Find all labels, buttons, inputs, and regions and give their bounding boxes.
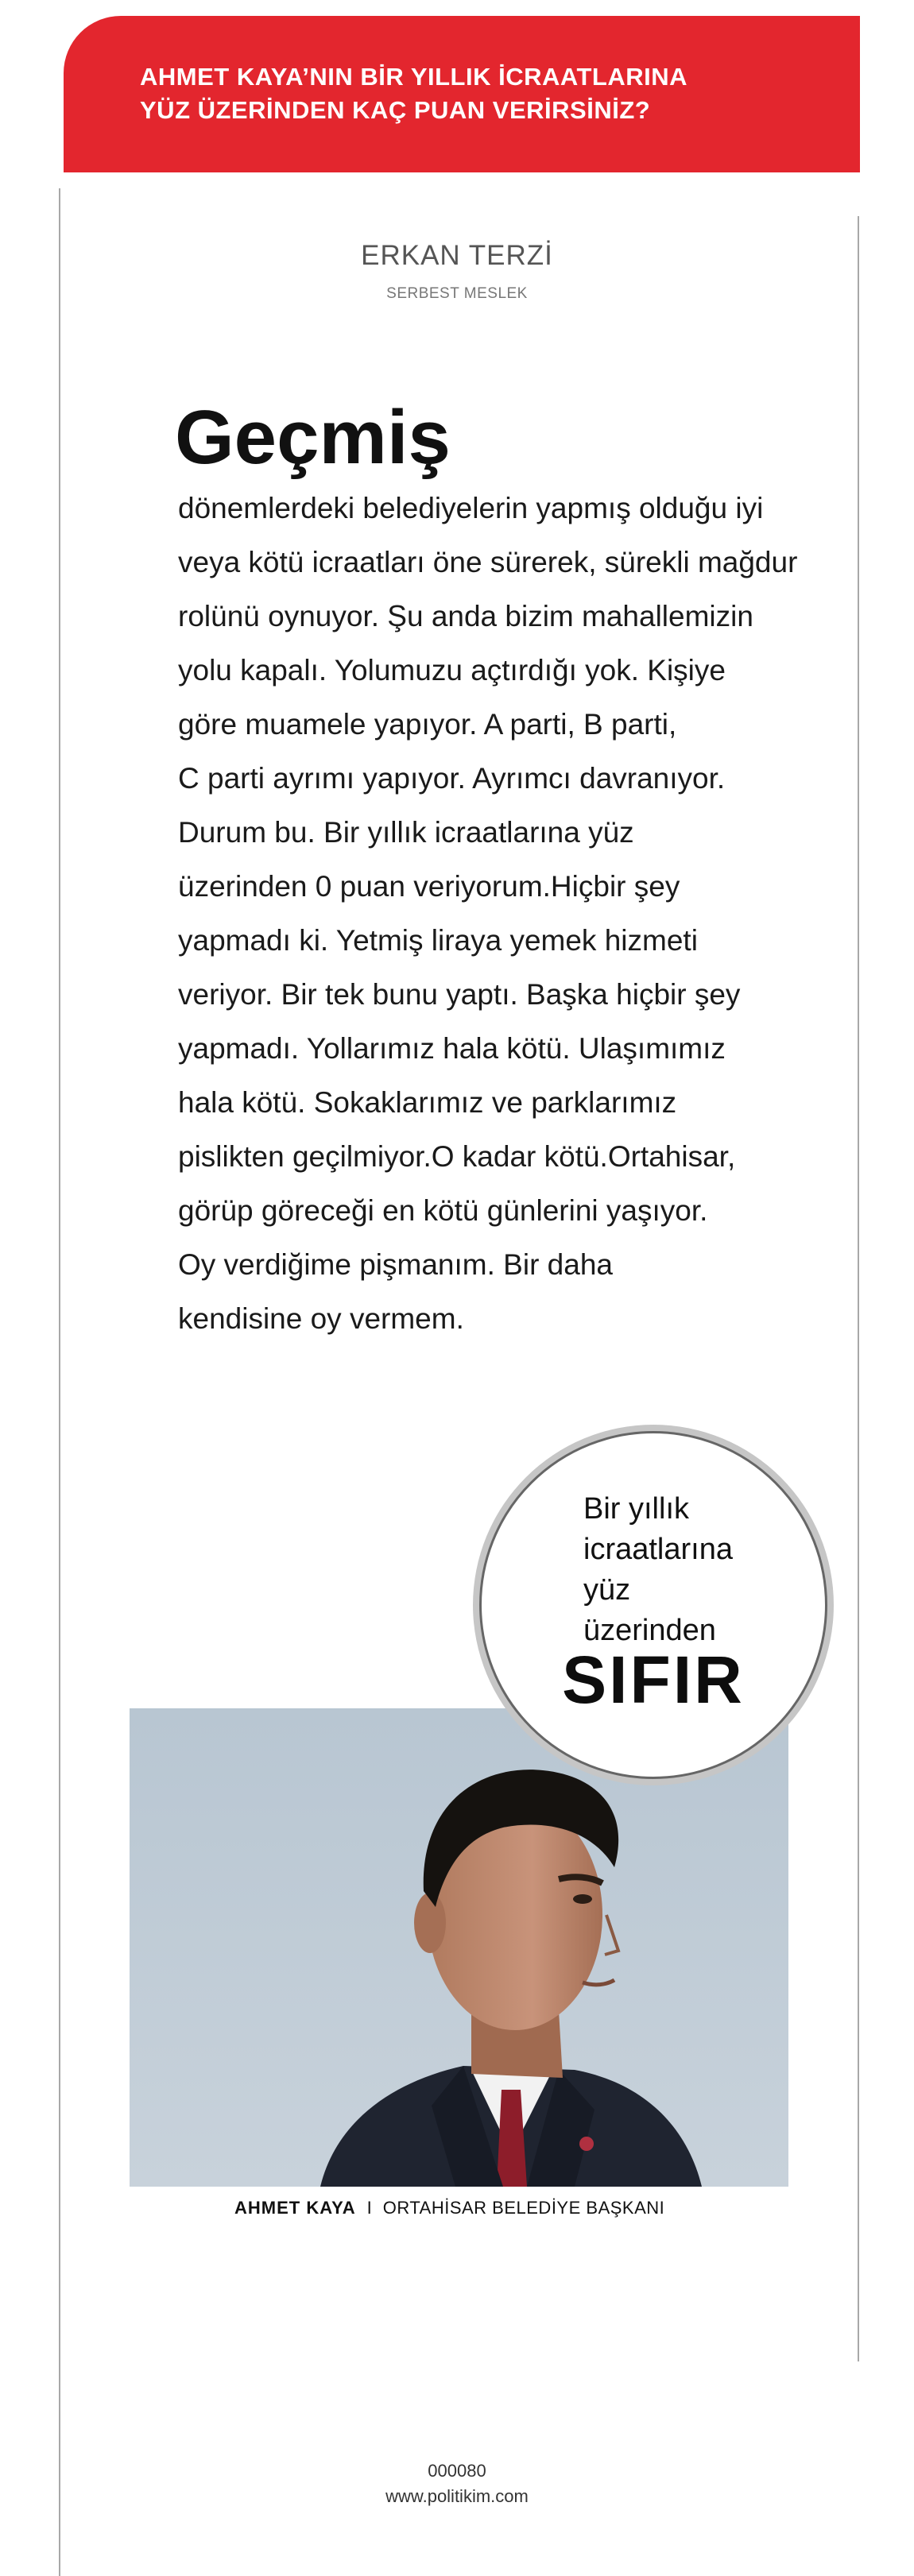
header-banner bbox=[64, 16, 860, 172]
portrait-photo bbox=[130, 1708, 788, 2187]
right-margin-rule bbox=[858, 216, 859, 2361]
article-body: dönemlerdeki belediyelerin yapmış olduğu iyi veya kötü icraatları öne sürerek, sürekli mağdur rolünü oynuyor. Şu anda bizim mahallemizin yolu kapalı. Yolumuzu açtırdığı yok. Kişiye göre muamele yapıyor. A parti, B parti, C parti ayrımı yapıyor. Ayrımcı davranıyor. Durum bu. Bir yıllık icraatlarına yüz üzerinden 0 puan veriyorum.Hiçbir şey yapmadı ki. Yetmiş liraya yemek hizmeti veriyor. Bir tek bunu yaptı. Başka hiçbir şey yapmadı. Yollarımız hala kötü. Ulaşımımız hala kötü. Sokaklarımız ve parklarımız pislikten geçilmiyor.O kadar kötü.Ortahisar, görüp göreceği en kötü günlerini yaşıyor. Oy verdiğime pişmanım. Bir daha kendisine oy vermem. bbox=[178, 492, 798, 1335]
page-number: 000080 bbox=[428, 2461, 486, 2481]
left-margin-rule bbox=[59, 188, 60, 2576]
photo-caption bbox=[234, 2198, 664, 2218]
header-question-line-1: AHMET KAYA’NIN BİR YILLIK İCRAATLARINA bbox=[140, 63, 687, 91]
article-lead-word: Geçmiş bbox=[175, 395, 451, 480]
footer-website: www.politikim.com bbox=[385, 2486, 529, 2506]
callout-text: Bir yıllık icraatlarına yüz üzerinden bbox=[583, 1492, 733, 1647]
header-question-line-2: YÜZ ÜZERİNDEN KAÇ PUAN VERİRSİNİZ? bbox=[140, 96, 651, 124]
score-callout bbox=[479, 1431, 827, 1779]
caption-separator: I bbox=[366, 2198, 372, 2218]
author-role: SERBEST MESLEK bbox=[386, 285, 528, 302]
caption-name: AHMET KAYA bbox=[234, 2198, 356, 2218]
callout-score: SIFIR bbox=[562, 1642, 745, 1717]
portrait-illustration bbox=[130, 1708, 788, 2187]
author-name: ERKAN TERZİ bbox=[361, 240, 553, 271]
caption-role: ORTAHİSAR BELEDİYE BAŞKANI bbox=[382, 2198, 665, 2218]
